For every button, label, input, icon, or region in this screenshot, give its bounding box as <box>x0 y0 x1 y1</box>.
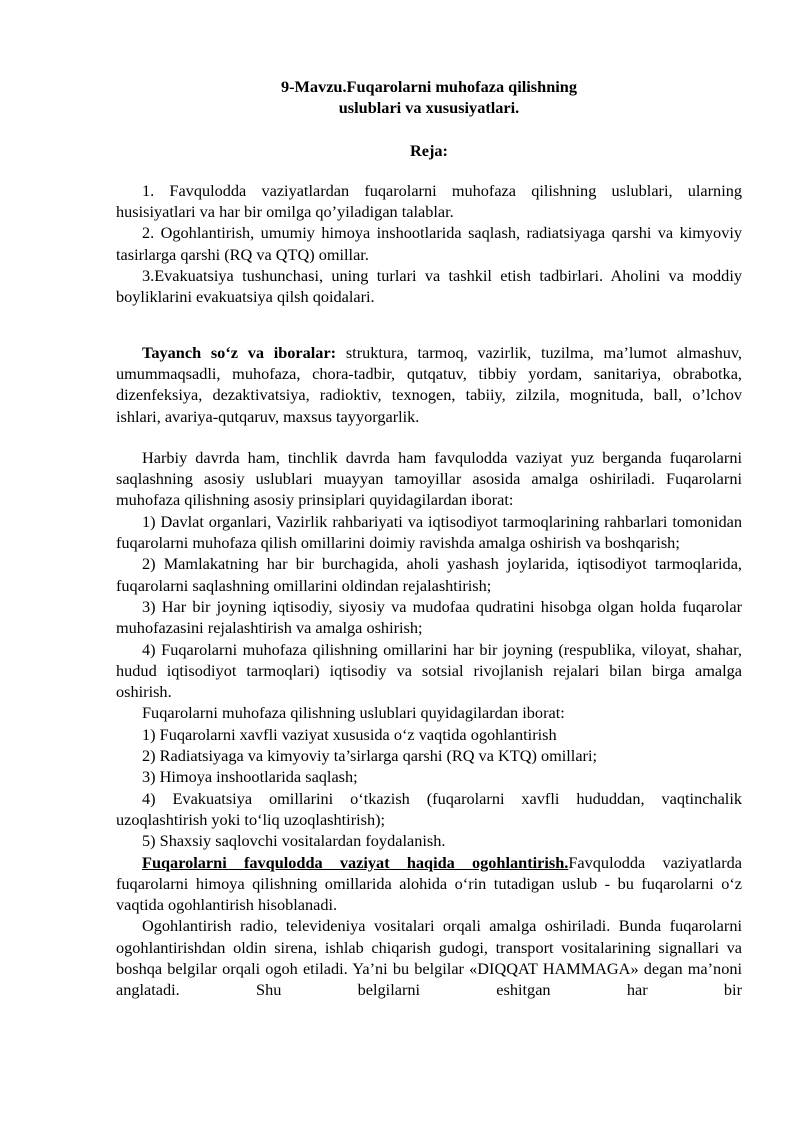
last-paragraph: Ogohlantirish radio, televideniya vositalari orqali amalga oshiriladi. Bunda fuqarolarni ogohlantirishdan oldin sirena, ishlab chiqarish gudogi, transport vositalarining signallari va boshqa belgilar orqali ogoh etiladi. Ya’ni bu belgilar «DIQQAT HAMMAGA» degan ma’noni anglatadi. Shu belgilarni eshitgan har bir <box>116 916 742 1000</box>
plan-heading: Reja: <box>410 140 448 160</box>
method-item: 5) Shaxsiy saqlovchi vositalardan foydalanish. <box>142 831 446 851</box>
plan-item-3: 3.Evakuatsiya tushunchasi, uning turlari va tashkil etish tadbirlari. Aholini va moddiy boyliklarini evakuatsiya qilsh qoidalari. <box>116 266 742 307</box>
principle-item: 4) Fuqarolarni muhofaza qilishning omillarini har bir joyning (respublika, viloyat, shahar, hudud iqtisodiyot tarmoqlari) iqtisodiy va sotsial rivojlanish rejalari bilan birga amalga oshirish. <box>116 639 742 702</box>
method-item: 2) Radiatsiyaga va kimyoviy ta’sirlarga qarshi (RQ va KTQ) omillari; <box>142 746 598 766</box>
warning-paragraph <box>116 852 742 916</box>
body-paragraph: Harbiy davrda ham, tinchlik davrda ham favqulodda vaziyat yuz berganda fuqarolarni saqlashning asosiy uslublari muayyan tamoyillar asosida amalga oshiriladi. Fuqarolarni muhofaza qilishning asosiy prinsiplari quyidagilardan iborat: <box>116 447 742 510</box>
method-item: 4) Evakuatsiya omillarini o‘tkazish (fuqarolarni xavfli hududdan, vaqtinchalik uzoqlashtirish yoki to‘liq uzoqlashtirish); <box>116 788 742 829</box>
method-item: 1) Fuqarolarni xavfli vaziyat xususida o‘z vaqtida ogohlantirish <box>142 724 557 744</box>
keywords-paragraph <box>116 342 742 427</box>
document-title <box>116 76 742 119</box>
principle-item: 3) Har bir joyning iqtisodiy, siyosiy va mudofaa qudratini hisobga olgan holda fuqarolar muhofazasini rejalashtirish va amalga oshirish; <box>116 596 742 638</box>
title-line-2: uslublari va xususiyatlari. <box>338 98 520 118</box>
plan-item-1: 1. Favqulodda vaziyatlardan fuqarolarni muhofaza qilishning uslublari, ularning husisiyatlari va har bir omilga qo’yiladigan talablar. <box>116 180 742 222</box>
principle-item: 1) Davlat organlari, Vazirlik rahbariyati va iqtisodiyot tarmoqlarining rahbarlari tomonidan fuqarolarni muhofaza qilish omillarini doimiy ravishda amalga oshirish va boshqarish; <box>116 511 742 553</box>
plan-item-2: 2. Ogohlantirish, umumiy himoya inshootlarida saqlash, radiatsiyaga qarshi va kimyoviy tasirlarga qarshi (RQ va QTQ) omillar. <box>116 223 742 264</box>
principle-item: 2) Mamlakatning har bir burchagida, aholi yashash joylarida, iqtisodiyot tarmoqlarida, fuqarolarni saqlashning omillarini oldindan rejalashtirish; <box>116 554 742 595</box>
warning-text: Favqulodda vaziyatlarda fuqarolarni himoya qilishning omillarida alohida o‘rin tutadigan uslub - bu fuqarolarni o‘z vaqtida ogohlantirish hisoblanadi. <box>116 852 742 915</box>
title-line-1: 9-Mavzu.Fuqarolarni muhofaza qilishning <box>281 77 577 96</box>
warning-heading: Fuqarolarni favqulodda vaziyat haqida ogohlantirish. <box>142 852 569 872</box>
keywords-text: struktura, tarmoq, vazirlik, tuzilma, ma’lumot almashuv, umummaqsadli, muhofaza, chora-tadbir, qutqatuv, tibbiy yordam, sanitariya, obrabotka, dizenfeksiya, dezaktivatsiya, radioktiv, texnogen, tabiiy, zilzila, mognituda, ball, o’lchov ishlari, avariya-qutqaruv, maxsus tayyorgarlik. <box>116 342 743 426</box>
keywords-label: Tayanch so‘z va iboralar: <box>142 342 337 362</box>
document-page <box>116 76 742 1001</box>
methods-intro: Fuqarolarni muhofaza qilishning uslublari quyidagilardan iborat: <box>142 703 565 723</box>
method-item: 3) Himoya inshootlarida saqlash; <box>142 767 358 787</box>
